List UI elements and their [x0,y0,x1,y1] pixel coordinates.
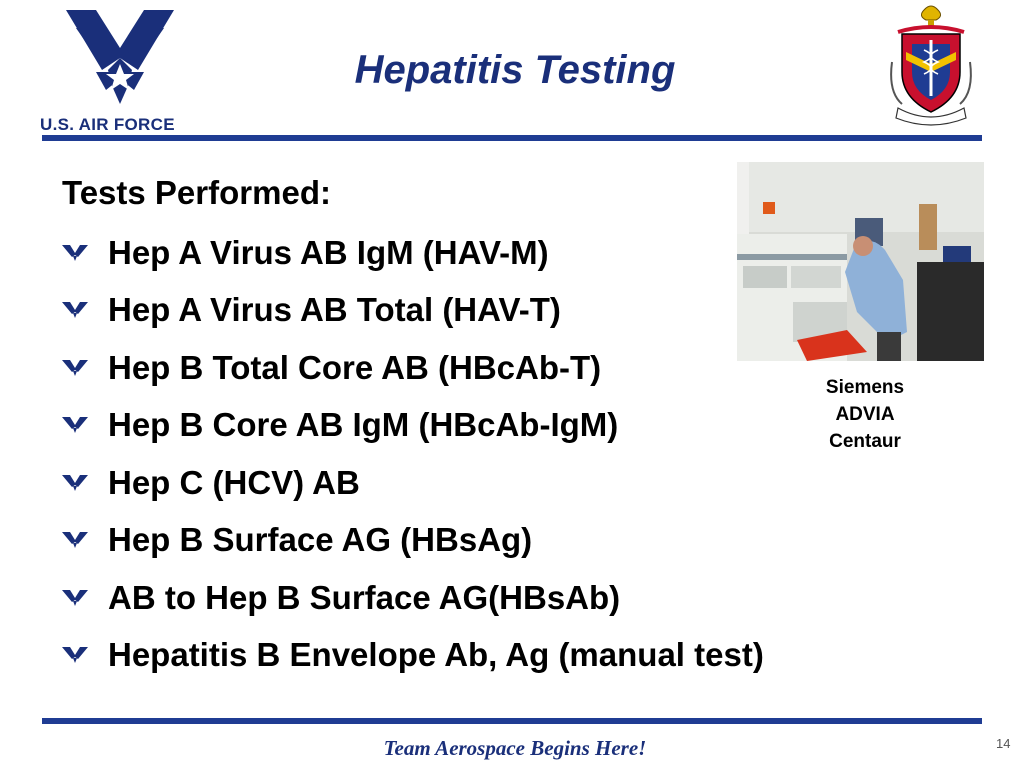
caption-line: Siemens [825,377,905,398]
list-item [62,224,764,282]
lab-scene-image [737,162,984,361]
list-item-label: Hep A Virus AB Total (HAV-T) [108,291,561,329]
caption-line: Centaur [829,431,901,452]
air-force-wings-icon [62,417,88,433]
section-heading: Tests Performed: [62,174,331,211]
photo-caption [790,374,940,455]
list-item [62,454,764,512]
list-item-label: Hep B Total Core AB (HBcAb-T) [108,348,602,386]
footer-tagline: Team Aerospace Begins Here! [383,736,647,760]
caption-line: ADVIA [835,404,895,425]
air-force-wings-icon [62,475,88,491]
air-force-wings-icon [62,590,88,606]
page-number: 14 [996,736,1011,751]
air-force-wings-icon [62,360,88,376]
air-force-symbol-icon [66,8,174,106]
test-list [62,224,764,684]
list-item-label: Hepatitis B Envelope Ab, Ag (manual test) [108,636,764,674]
crest-icon [884,2,978,130]
footer-divider [42,718,982,724]
list-item [62,512,764,570]
air-force-wings-icon [62,532,88,548]
list-item-label: Hep B Core AB IgM (HBcAb-IgM) [108,406,619,444]
air-force-wings-icon [62,245,88,261]
list-item [62,339,764,397]
list-item [62,397,764,455]
air-force-wings-icon [62,647,88,663]
header-divider [42,135,982,141]
list-item-label: Hep C (HCV) AB [108,463,360,501]
logo-text: U.S. AIR FORCE [40,115,175,134]
list-item [62,569,764,627]
list-item-label: Hep A Virus AB IgM (HAV-M) [108,233,549,271]
list-item [62,627,764,685]
air-force-wings-icon [62,302,88,318]
air-force-logo [40,8,200,136]
page-title: Hepatitis Testing [354,48,676,92]
list-item-label: AB to Hep B Surface AG(HBsAb) [108,578,621,616]
list-item-label: Hep B Surface AG (HBsAg) [108,521,533,559]
lab-analyzer-photo [737,162,984,361]
crest-logo [884,2,978,130]
list-item [62,282,764,340]
